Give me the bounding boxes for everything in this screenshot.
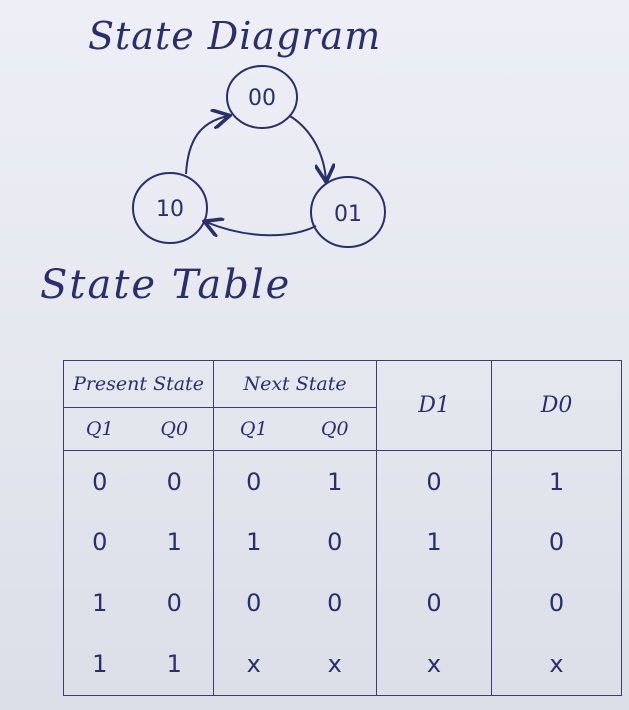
cell-present-q1: 0 (64, 451, 136, 513)
header-next-state: Next State (214, 361, 377, 408)
header-d0: D0 (492, 361, 622, 451)
cell-present-q1: 1 (64, 573, 136, 634)
cell-present-q0: 0 (136, 451, 214, 513)
transition-10-to-00 (186, 116, 228, 174)
cell-present-q1: 1 (64, 634, 136, 696)
cell-next-q0: 0 (294, 512, 377, 573)
table-title: State Table (40, 262, 292, 308)
table-row (64, 451, 622, 513)
cell-d0: 1 (492, 451, 622, 513)
cell-next-q1: x (214, 634, 294, 696)
state-label-01: 01 (334, 202, 362, 227)
state-label-10: 10 (156, 197, 184, 222)
diagram-title: State Diagram (88, 14, 382, 58)
cell-d0: x (492, 634, 622, 696)
header-present-q0: Q0 (136, 408, 214, 451)
table-row (64, 634, 622, 696)
cell-d1: x (377, 634, 492, 696)
state-diagram (0, 0, 629, 300)
cell-d1: 1 (377, 512, 492, 573)
cell-next-q1: 1 (214, 512, 294, 573)
cell-present-q0: 0 (136, 573, 214, 634)
cell-next-q1: 0 (214, 451, 294, 513)
header-next-q1: Q1 (214, 408, 294, 451)
cell-d1: 0 (377, 451, 492, 513)
header-next-q0: Q0 (294, 408, 377, 451)
transition-00-to-01 (290, 116, 326, 180)
cell-next-q0: x (294, 634, 377, 696)
header-present-state: Present State (64, 361, 214, 408)
transition-01-to-10 (206, 222, 316, 235)
cell-present-q1: 0 (64, 512, 136, 573)
header-present-q1: Q1 (64, 408, 136, 451)
cell-next-q0: 1 (294, 451, 377, 513)
state-label-00: 00 (248, 86, 276, 111)
cell-d1: 0 (377, 573, 492, 634)
cell-present-q0: 1 (136, 512, 214, 573)
table-row (64, 512, 622, 573)
cell-next-q1: 0 (214, 573, 294, 634)
cell-d0: 0 (492, 512, 622, 573)
cell-next-q0: 0 (294, 573, 377, 634)
table-row (64, 573, 622, 634)
cell-present-q0: 1 (136, 634, 214, 696)
header-d1: D1 (377, 361, 492, 451)
cell-d0: 0 (492, 573, 622, 634)
state-table (63, 360, 622, 696)
